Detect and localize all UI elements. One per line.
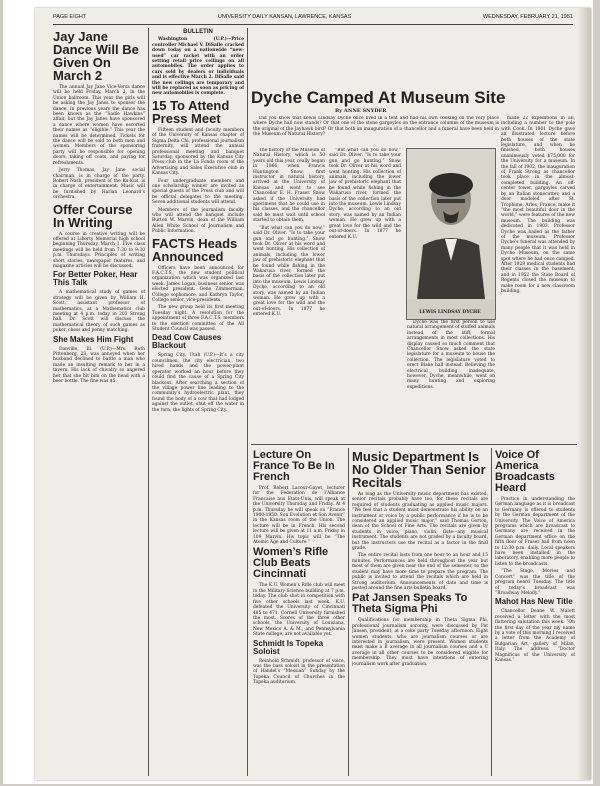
schmidt-body: Reinhold Schmidt, professor of voice, was the bass soloist in the presentation of Handel’s “Messiah” Sunday by the Topeka Council of Churches in the Topeka auditorium. — [253, 658, 345, 686]
paper-name: UNIVERSITY DAILY KANSAN, LAWRENCE, KANSAS — [217, 14, 352, 20]
column-2 — [152, 28, 244, 776]
recitals-story — [352, 448, 488, 776]
dyche-column-c — [407, 320, 495, 440]
poker-body: A mathematical study of games of strategy will be given by William H. Scott, assistant professor of mathematics, at a Mathematics club meeting at 4 p.m. today in 203 Strong hall. Dr. Scott will discuss the mathematical theory of such games as poker, chess and penny matching. — [53, 290, 145, 334]
voa-body: Practice in understanding the German language as it is broadcast to Germany is offered to students by the German department of the University. The Voice of America programs which are broadcast to Germany are received in the German department office on the fifth floor of Fraser hall from noon to 12:30 p.m. daily. Local speakers have been installed in the laboratory, enabling more people to listen to the broadcasts. — [495, 497, 575, 567]
facts-body-2: The new group held its first meeting Tuesday night. A resolution for the appointment of three F.A.C.T.S. members to the election committee of the All Student Council was passed. — [152, 305, 244, 333]
scan-backdrop — [3, 0, 593, 784]
portrait-image — [407, 149, 495, 299]
recitals-headline: Music Department Is No Older Than Senior Recitals — [352, 449, 486, 490]
column-rule — [491, 448, 492, 776]
jay-jane-headline: Jay Jane Dance Will Be Given On March 2 — [53, 29, 139, 83]
bulletin-body: Washington (U.P.)—Price controller Michael V. DiSalle cracked down today on a nationwide “new-used” car racket with an order setting retail price ceilings on all automobiles. The order applies to cars sold by dealers or individuals and is effective March 2. DiSalle said the new ceilings are temporary and will be replaced as soon as pricing of new automobiles is complete. — [152, 37, 244, 97]
rifle-club-headline: Women’s Rifle Club Beats Cincinnati — [253, 546, 329, 581]
column-rule — [148, 28, 149, 776]
malott-body: Chancellor Deane W. Malott received a letter with the most flattering salutation this week. “On the first day of the year my name by a vote of this morning I received a letter from the Academy of Bulgarian Art, gallery of Milan, Italy. The address: “Doctor Magnificus of the University of Kansas.” — [495, 609, 575, 663]
page-fold-shadow — [577, 8, 591, 780]
malott-headline: Mahot Has New Title — [495, 597, 573, 607]
section-rule — [251, 444, 577, 445]
fight-body: Danville, Ill. (U.P.)—Mrs. Ruth Pittenberg, 23, was annoyed when her husband declined to battle a man who made an insulting remark to her in a tavern. His lack of chivalry so angered her that she hit him on the head with a beer bottle. The fine was $5. — [53, 346, 145, 385]
dyche-column-b — [329, 148, 401, 440]
press-meet-headline: 15 To Attend Press Meet — [152, 97, 230, 126]
issue-date: WEDNESDAY, FEBRUARY 21, 1951 — [482, 14, 573, 20]
dyche-text-b2: “But what can you do now,” said Dr. Oliver. “Is to take your gun and go hunting.” Snow took Dr. Oliver at his word and went hunting. His collection of animals, including the lower jaw of prehistoric elephant that he found while fishing in the Wakarusa river, formed the basis of the collection later put into the museum. Lewis Lindsay Dyche, according to an old story, was named by an Indian woman. He grew up with a great love for the wild and the out-of-doors. In 1877 he entered K.U. — [329, 148, 401, 240]
column-rule — [247, 28, 248, 776]
dyche-column-a — [253, 148, 325, 440]
dyche-column-d — [501, 116, 575, 442]
voa-story — [495, 448, 575, 776]
bulletin-label: BULLETIN — [183, 29, 213, 35]
press-meet-body-3: Members of the journalism faculty who will attend the banquet include Burton W. Marvin, dean of the William Allen White School of Journalism and Public Information. — [152, 207, 244, 235]
lecture-headline: Lecture On France To Be In French — [253, 449, 335, 483]
masthead — [53, 14, 573, 25]
press-meet-body-2: Four undergraduate members and one scholarship winner are invited as special guests of the Press club and will be official delegates to the meeting. Seven additional students will attend. — [152, 178, 244, 206]
writing-body: A course in creative writing will be offered at Liberty Memorial high school beginning Thursday, March 1. Five class meetings will be held from 7:30 to 9:30 p.m. Thursdays. Principles of writing short stories, newspaper features, and magazine articles will be discussed. — [53, 231, 145, 269]
dyche-text-c: Dyche was the first person to use natural arrangement of stuffed animals instead of the stiff, formal arrangements in most collections. His display caused so much comment that Chancellor Snow asked the state legislature for a museum to house the collection. The legislature voted to erect Blake hall instead. Believing the electrical building inadequate, however. Dyche, meanwhile, went on many hunting and exploring expeditions. — [407, 320, 495, 390]
dyche-portrait — [406, 148, 496, 320]
dead-cow-headline: Dead Cow Causes Blackout — [152, 333, 222, 351]
dyche-text-a: The history of the Museum of Natural History, which is 50 years old this year, really began in 1866, when Francis Huntington Snow, first instructor in natural history, arrived at the University of Kansas and went to see Chancellor E. H. Fraser. Snow asked if the University had specimens that he could use in his classes, and the chancellor said he must wait until school started to obtain them. — [253, 148, 325, 224]
dyche-text-b: “But what can you do now,” said Dr. Oliver. “Is to take your gun and go hunting.” Snow took Dr. Oliver at his word and went hunting. His collection of animals, including the lower jaw of prehistoric elephant that he found while fishing in the Wakarusa river, formed the basis of the collection later put into the museum. Lewis Lindsay Dyche, according to an old story, was named by an Indian woman. He grew up with a great love for the wild and the out-of-doors. In 1877 he entered K.U. — [253, 225, 325, 318]
voa-body-2: “The Stage, Movies and Concert” was the title of the program heard Tuesday. The title of today’s broadcast was “Broadway Melody.” — [495, 569, 575, 596]
dead-cow-body: Spring City, Utah (U.P.)—It’s a city councilmen, the city electrician, two hired hands and the power-plant operator worked an hour before they could find the cause of a Spring City blackout. After searching a section of the village power line leading to the community’s hydroelectric plant, they found the body of a cow that had lodged against the outlet, shut off the water in the turn, the lights of Spring City. — [152, 353, 244, 413]
voa-headline: Voice Of America Broadcasts Heard — [495, 449, 555, 494]
column-1 — [53, 28, 145, 776]
theta-sigma-body: Qualifications for membership in Theta Sigma Phi, professional journalism sorority, were discussed by Pat Jansen, president, at a coke party Tuesday afternoon. Eight women students, who are journalism courses or are interested in journalism, were present. Women students must make a B average in all journalism courses and a C average in all other courses to be considered eligible for membership. They must have intentions of entering journalism work after graduation. — [352, 618, 488, 667]
recitals-body-2: The entire recital lasts from one hour to an hour and 15 minutes. Performances are held throughout the year but most of them are given near the end of the semester, so the student may have more time to prepare the program. The public is invited to attend the recitals which are held in Strong auditorium. Announcements of date and time is posted around the fine arts bulletin board. — [352, 553, 488, 591]
jay-jane-body-2: Jerry Thomas, Jay Jane social chairman, is in charge of the party. Robert Nash, president of the Ku-Kus, is in charge of entertainment. Music will be furnished by Harlan Leonard’s orchestra. — [53, 168, 145, 201]
dyche-headline: Dyche Camped At Museum Site — [251, 88, 506, 107]
column-3 — [253, 448, 345, 776]
jay-jane-body: The annual Jay Jane Vice-Versa dance will be held Friday, March 2, in the Union ballroom. This year the girls will be asking the Jay Janes to sponsor the dance. In previous years the dance has been known as the “Sadie Hawkins” affair, but the Jay Janes have sponsored a dance where women have escorted their names as “eligible.” This year the names will be determined. Tickets for the dance will be sold to both men and women. Members of the sponsoring party will be responsible for opening doors, taking off coats, and paying for refreshments. — [53, 85, 145, 166]
dyche-intro — [253, 116, 499, 146]
photo-caption: LEWIS LINDSAY DYCHE — [419, 310, 481, 315]
lecture-body: Prof. Robert Lacour-Gayet, lecturer for the Federation de l’Alliance Francaise aux Etats-Unis, will speak at the University Thursday and Friday. At 4 p.m. Thursday he will speak on “France 1900-1950: Son Evolution et Son Avenir” in the Kansas room of the Union. The lecture will be in French. His second lecture will be given at 11 a.m. Friday in 109 Marvin. His topic will be “The Atomic Age and Culture.” — [253, 486, 345, 546]
column-rule — [348, 448, 349, 776]
theta-sigma-headline: Pat Jansen Speaks To Theta Sigma Phi — [352, 592, 468, 616]
poker-headline: For Better Poker, Hear This Talk — [53, 270, 138, 288]
newspaper-page — [35, 8, 591, 780]
dyche-text-d: made 22 expeditions in all, including a number to the pole with Cook. In 1901 Dyche gave an illustrated lecture before both houses of the state legislature, and when he finished, both houses unanimously voted $75,000 for the University for a museum. In the fall of 1902, the inauguration of Frank Strong as chancellor took place in the almost-completed building. An off-center tower, gargoyles carved by an Italian stonecutter, and a door modeled after St. Trophime, Arles, France, make it “the most beautiful door in the world,” were features of the new museum. The building was dedicated in 1903. Professor Dyche was hailed as the father of the museum. Professor Dyche’s funeral was attended by many people that it was held in Dyche Museum, on the same spot where he had once camped. After 1929 medical students had their classes in the basement, and in 1952 the State Board of Regents closed the museum to make room for a new classroom building. — [501, 116, 575, 294]
recitals-body: As long as the University music department has existed, senior recitals probably have too, for these recitals are required of students graduating as applied music majors. “We feel that a student must demonstrate his ability on an instrument or voice by a public performance if he is to be considered an applied music major,” said Thomas Gorton, dean of the School of Fine Arts. The recitals are given by students in voice, piano, violin, flute—any musical instrument. The students are not graded by a faculty board, but the instructors use the recital as a factor in the final grade. — [352, 492, 488, 552]
schmidt-headline: Schmidt Is Topeka Soloist — [253, 638, 324, 656]
fight-headline: She Makes Him Fight — [53, 334, 134, 344]
page-number: PAGE EIGHT — [53, 14, 87, 20]
facts-body: Officers have been announced for F.A.C.T.S., the new student political organization which was organized last week. James Logan, business senior, was elected president. Gene Zimmerman, College sophomore, and Kathryn Taylor, College senior, vice-presidents. — [152, 265, 244, 304]
writing-headline: Offer Course In Writing — [53, 201, 133, 230]
rifle-club-body: The K.U. Women’s Rifle club will meet in the Military Science building at 7 p.m. today. The club shot in competition with five other schools last week. K.U. defeated the University of Cincinnati 485 to 471. Cornell University furnished the most. Scores of the three other schools, the University of Louisiana, New Mexico A. & M., and Pennsylvania State college, are not available yet. — [253, 583, 345, 638]
dyche-byline: By ANNE SNYDER — [335, 108, 387, 114]
facts-headline: FACTS Heads Announced — [152, 235, 238, 264]
dyche-intro-text: Did you know that Lewis Lindsay Dyche once lived in a tent and had his own cooking on the very place where Dyche hall now stands? Or that one of the stone gargoyles on the entrance columns of the museum is the original of the Jayhawk bird? Or that both an inauguration of a chancellor and a funeral have been held in the Museum of Natural History? — [253, 116, 499, 138]
press-meet-body: Fifteen student and faculty members of the University of Kansas chapter of Sigma Delta Chi, professional journalism fraternity, will attend the annual professional meeting and banquet Saturday, sponsored by the Kansas City Press club in the La Fonda room of the Advertising and Sales Executive club in Kansas City. — [152, 127, 244, 177]
